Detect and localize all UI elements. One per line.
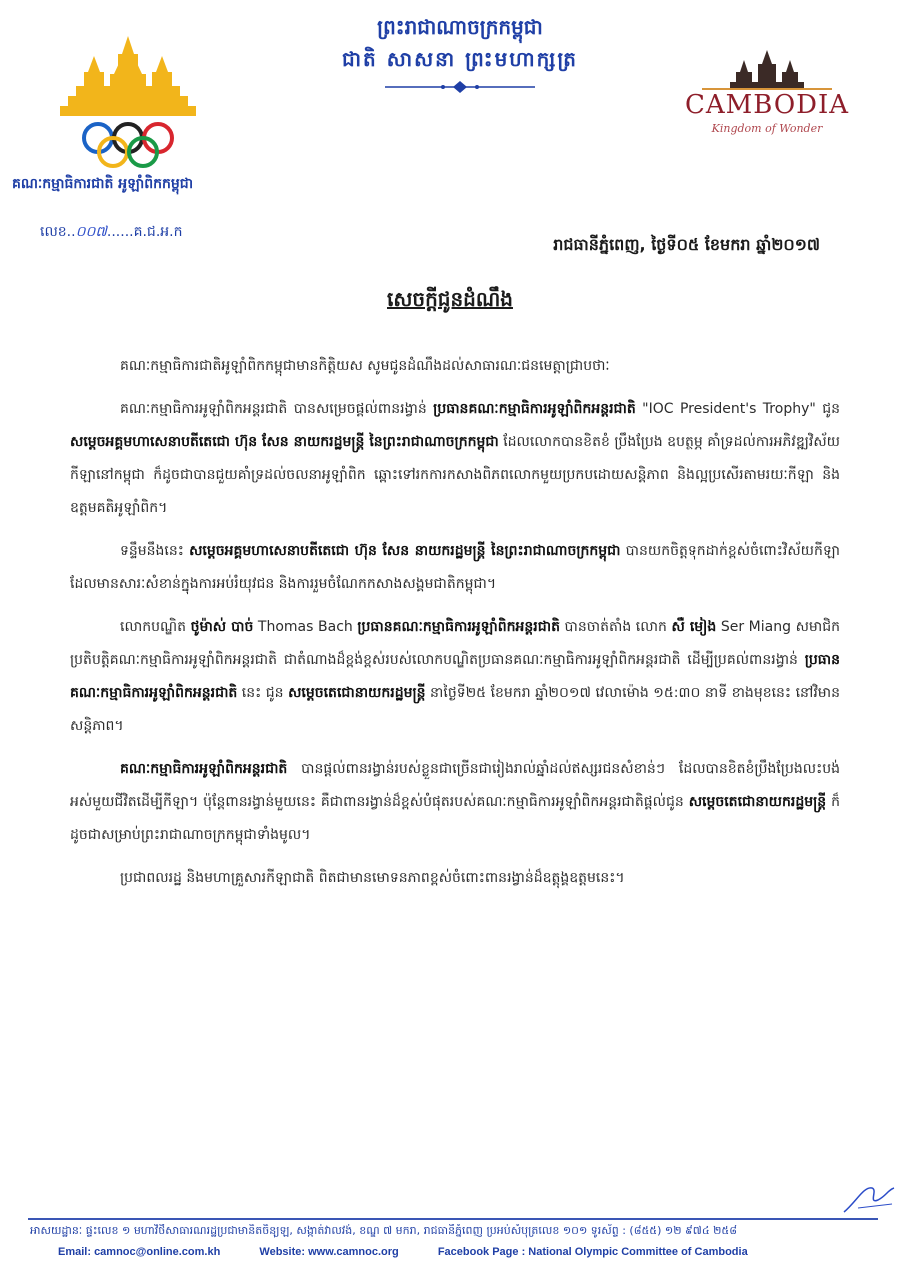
p3-text-c: បានយកចិត្តទុកដាក់ខ្ពស់ចំពោះវិស័យកីឡាដែលមានសារៈសំខាន់ក្នុងការអប់រំយុវជន និងការរួមចំណែកកសាងសង្គមជាតិកម្ពុជា។ <box>70 543 840 592</box>
paragraph-6 <box>70 862 840 895</box>
ref-number: ០០៧ <box>75 224 107 240</box>
p3-text-a: ទន្ទឹមនឹងនេះ <box>120 543 190 559</box>
cambodia-logo-tagline: Kingdom of Wonder <box>711 122 823 135</box>
p3-bold-pm: សម្តេចអគ្គមហាសេនាបតីតេជោ ហ៊ុន សែន នាយករដ្ឋមន្ត្រី នៃព្រះរាជាណាចក្រកម្ពុជា <box>189 543 621 559</box>
p4-bold-pm: សម្តេចតេជោនាយករដ្ឋមន្ត្រី <box>288 685 426 701</box>
p2-bold-pm: សម្តេចអគ្គមហាសេនាបតីតេជោ ហ៊ុន សែន នាយករដ្ឋមន្ត្រី នៃព្រះរាជាណាចក្រកម្ពុជា <box>70 434 499 450</box>
paragraph-5 <box>70 753 840 852</box>
p5-bold-ioc: គណៈកម្មាធិការអូឡាំពិកអន្តរជាតិ <box>120 761 288 777</box>
paragraph-3 <box>70 535 840 601</box>
paragraph-4 <box>70 611 840 743</box>
p4-text-g: Ser Miang សមាជិកប្រតិបត្តិគណៈកម្មាធិការអូឡាំពិកអន្តរជាតិ ជាតំណាងដ៏ខ្ពង់ខ្ពស់របស់លោកបណ្ឌិតប្រធានគណៈកម្មាធិការអូឡាំពិកអន្តរជាតិ ដើម្បីប្រគល់ពានរង្វាន់ <box>70 619 841 668</box>
cambodia-logo-word: CAMBODIA <box>684 90 850 120</box>
footer-divider <box>28 1218 878 1220</box>
p2-text-e: ដែលលោកបានខិតខំ ប្រឹងប្រែង ឧបត្ថម្ភ គាំទ្រដល់ការអភិវឌ្ឍវិស័យកីឡានៅកម្ពុជា ក៏ដូចជាបានជួយគាំទ្រដល់ចលនាអូឡាំពិក ឆ្ពោះទៅរកការកសាងពិភពលោកមួយប្រកបដោយសន្តិភាព និងល្អប្រសើរតាមរយៈកីឡា និងឧត្តមគតិអូឡាំពិក។ <box>70 434 840 516</box>
footer-facebook[interactable]: Facebook Page : National Olympic Committee of Cambodia <box>437 1246 748 1258</box>
p2-text-c: "IOC President's Trophy" ជូន <box>635 401 840 417</box>
p4-text-e: បានចាត់តាំង លោក <box>559 619 672 635</box>
p4-bold-ioc-2: ប្រធានគណៈកម្មាធិការអូឡាំពិកអន្តរជាតិ <box>70 652 840 701</box>
kingdom-title: ព្រះរាជាណាចក្រកម្ពុជា <box>377 15 543 39</box>
footer-contacts <box>58 1246 878 1258</box>
p5-text-d: ក៏ដូចជាសម្រាប់ព្រះរាជាណាចក្រកម្ពុជាទាំងមូល។ <box>70 794 841 843</box>
letter-date: រាជធានីភ្នំពេញ, ថ្ងៃទី០៥ ខែមករា ឆ្នាំ២០១៧ <box>553 235 820 254</box>
paragraph-1 <box>70 350 840 383</box>
p2-text-a: គណៈកម្មាធិការអូឡាំពិកអន្តរជាតិ បានសម្រេចផ្តល់ពានរង្វាន់ <box>120 401 434 417</box>
footer-website[interactable]: Website: www.camnoc.org <box>259 1246 399 1258</box>
kingdom-motto: ជាតិ សាសនា ព្រះមហាក្សត្រ <box>342 47 578 71</box>
letter-body <box>70 350 840 905</box>
p4-text-k: នាថ្ងៃទី២៥ ខែមករា ឆ្នាំ២០១៧ វេលាម៉ោង ១៥:៣០ នាទី ខាងមុខនេះ នៅវិមានសន្តិភាព។ <box>70 685 841 734</box>
p4-bold-miang: សឺ មៀង <box>671 619 717 635</box>
angkor-olympic-logo-icon <box>58 34 198 174</box>
organization-name: គណៈកម្មាធិការជាតិ អូឡាំពិកកម្ពុជា <box>12 176 194 192</box>
footer-address: អាសយដ្ឋានៈ ផ្ទះលេខ ១ មហាវិថីសាធារណរដ្ឋប្រជាមានិតចិនុ្យឡ, សង្កាត់វាលវង់, ខណ្ឌ ៧ មករា, រាជធានីភ្នំពេញ ប្រអប់សំបុត្រលេខ ១០១ ទូរស័ព្ទ : (៨៥៥) ១២ ៩៧៤ ២៥៨ <box>30 1224 738 1237</box>
ref-prefix: លេខ <box>40 224 67 240</box>
p4-text-a: លោកបណ្ឌិត <box>120 619 191 635</box>
letter-title: សេចក្តីជូនដំណឹង <box>387 287 513 311</box>
p6-text: ប្រជាពលរដ្ឋ និងមហាគ្រួសារកីឡាជាតិ ពិតជាមានមោទនភាពខ្ពស់ចំពោះពានរង្វាន់ដ៏ឧត្តុង្គឧត្តមនេះ។ <box>120 870 625 886</box>
p2-bold-ioc: ប្រធានគណៈកម្មាធិការអូឡាំពិកអន្តរជាតិ <box>433 401 636 417</box>
p4-bold-bach: ថូម៉ាស់ បាច់ <box>190 619 254 635</box>
ref-suffix: គ.ជ.អ.ក <box>133 224 183 240</box>
kingdom-header <box>280 12 640 98</box>
paragraph-2 <box>70 393 840 525</box>
p5-text-b: បានផ្តល់ពានរង្វាន់របស់ខ្លួនជាច្រើនជារៀងរាល់ឆ្នាំដល់ឥស្សរជនសំខាន់ៗ ដែលបានខិតខំប្រឹងប្រែងលះបង់អស់មួយជីវិតដើម្បីកីឡា។ ប៉ុន្តែពានរង្វាន់មួយនេះ គឺជាពានរង្វាន់ដ៏ខ្ពស់បំផុតរបស់គណៈកម្មាធិការអូឡាំពិកអន្តរជាតិផ្តល់ជូន <box>70 761 840 810</box>
p5-bold-pm: សម្តេចតេជោនាយករដ្ឋមន្ត្រី <box>688 794 827 810</box>
p4-bold-ioc: ប្រធានគណៈកម្មាធិការអូឡាំពិកអន្តរជាតិ <box>357 619 560 635</box>
ornament-divider-icon <box>385 80 535 94</box>
footer-email[interactable]: Email: camnoc@online.com.kh <box>58 1246 221 1258</box>
p1-text: គណៈកម្មាធិការជាតិអូឡាំពិកកម្ពុជាមានកិត្តិយស សូមជូនដំណឹងដល់សាធារណៈជនមេត្តាជ្រាបថាៈ <box>120 358 610 374</box>
signature-icon <box>838 1182 898 1216</box>
p4-text-c: Thomas Bach <box>253 619 358 635</box>
p4-text-i: នេះ ជូន <box>237 685 289 701</box>
reference-number: លេខ..០០៧......គ.ជ.អ.ក <box>40 224 183 240</box>
